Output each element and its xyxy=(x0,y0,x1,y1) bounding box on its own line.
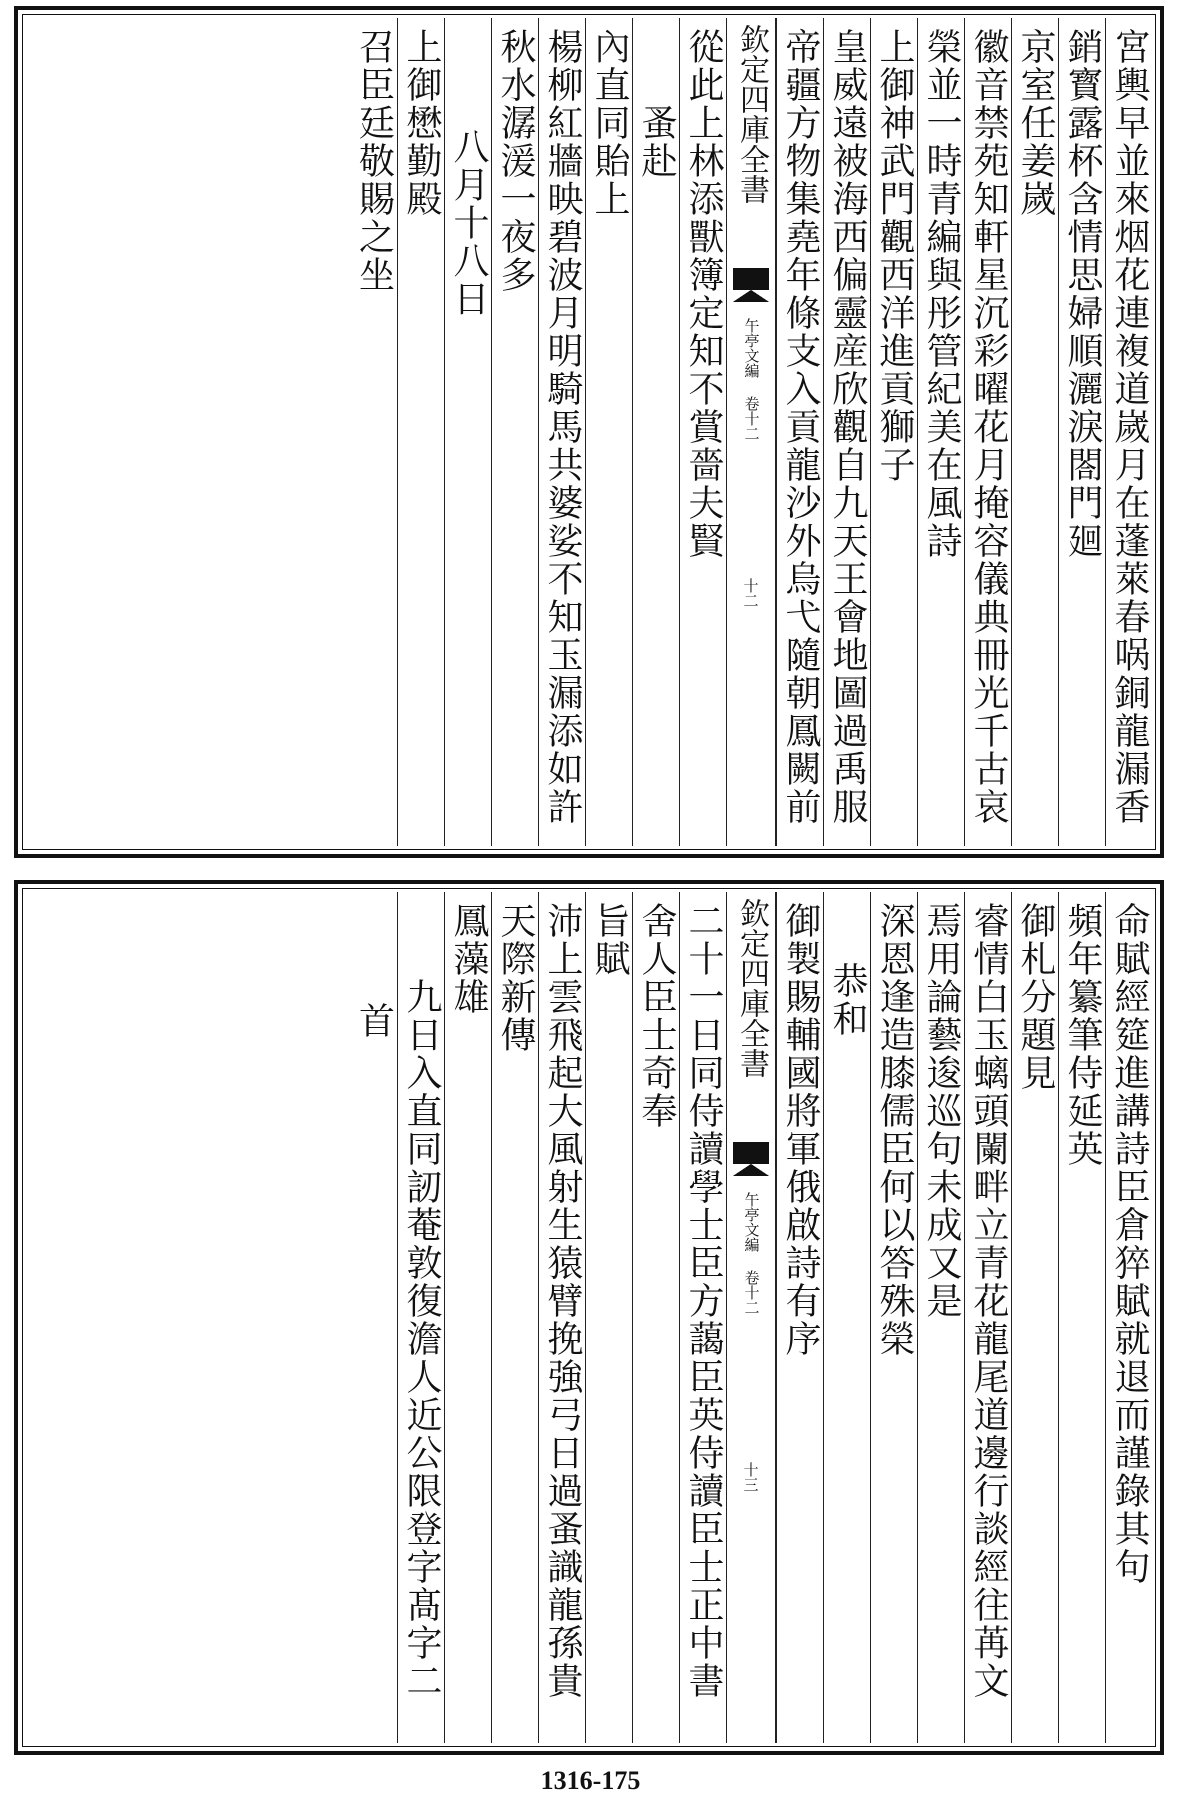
column-text: 楊柳紅牆映碧波月明騎馬共婆娑不知玉漏添如許 xyxy=(542,28,583,826)
spine-volume: 午亭文編 卷十二 xyxy=(742,318,761,441)
bottom-page-columns xyxy=(26,892,1152,1743)
column-text: 深恩逢造膝儒臣何以答殊榮 xyxy=(874,902,915,1358)
column-text: 鳳藻雄 xyxy=(448,902,489,1016)
fish-tail-ornament xyxy=(733,268,769,290)
column-text: 內直同貽上 xyxy=(589,28,630,218)
text-column xyxy=(1105,892,1152,1743)
text-column xyxy=(397,18,444,846)
text-column xyxy=(538,18,585,846)
column-text: 上御神武門觀西洋進貢獅子 xyxy=(874,28,915,484)
column-text: 沛上雲飛起大風射生猿臂挽強弓日過蚤識龍孫貴 xyxy=(542,902,583,1700)
column-text: 帝疆方物集堯年條支入貢龍沙外烏弋隨朝鳳闕前 xyxy=(780,28,821,826)
column-text: 宮輿早並來烟花連複道嵗月在蓬萊春㖞銅龍漏香 xyxy=(1109,28,1150,826)
text-column xyxy=(585,892,632,1743)
text-column xyxy=(964,892,1011,1743)
text-column xyxy=(964,18,1011,846)
spine-title: 欽定四庫全書 xyxy=(734,24,769,204)
text-column xyxy=(870,892,917,1743)
bottom-page xyxy=(14,880,1164,1755)
column-text: 九日入直同訒菴敦復澹人近公限登字髙字二 xyxy=(401,978,442,1700)
column-text: 召臣廷敬賜之坐 xyxy=(353,28,395,294)
text-column xyxy=(679,892,726,1743)
text-column xyxy=(350,18,397,846)
column-text: 睿情白玉螭頭闌畔立青花龍尾道邊行談經往苒文 xyxy=(968,902,1009,1700)
column-text: 首 xyxy=(353,1002,395,1040)
text-column xyxy=(870,18,917,846)
column-text: 皇威遠被海西偏靈産欣觀自九天王會地圖過禹服 xyxy=(827,28,868,826)
text-column xyxy=(917,892,964,1743)
page-label: 1316-175 xyxy=(540,1766,641,1795)
column-text: 從此上林添獸簿定知不賞嗇夫賢 xyxy=(683,28,724,560)
text-column xyxy=(776,892,823,1743)
column-text: 焉用論藝逡巡句未成又是 xyxy=(921,902,962,1320)
text-column xyxy=(397,892,444,1743)
fish-tail-ornament xyxy=(733,1142,769,1164)
text-column xyxy=(350,892,397,1743)
column-text: 秋水潺湲一夜多 xyxy=(495,28,536,294)
text-column xyxy=(444,18,491,846)
spine-title: 欽定四庫全書 xyxy=(734,898,769,1078)
spine-page-number: 十三 xyxy=(741,1462,760,1492)
text-column xyxy=(491,18,538,846)
text-column xyxy=(1058,18,1105,846)
text-column xyxy=(632,18,679,846)
spine-page-number: 十二 xyxy=(741,578,760,608)
book-spine xyxy=(726,892,776,1743)
text-column xyxy=(444,892,491,1743)
column-text: 徽音禁苑知軒星沉彩曜花月掩容儀典冊光千古哀 xyxy=(968,28,1009,826)
top-page-columns xyxy=(26,18,1152,846)
text-column xyxy=(917,18,964,846)
column-text: 天際新傳 xyxy=(495,902,536,1054)
text-column xyxy=(585,18,632,846)
column-text: 京室任姜嵗 xyxy=(1015,28,1056,218)
column-text: 銷寳露杯含情思婦順灑淚閤門廻 xyxy=(1062,28,1103,560)
column-text: 頻年纂筆侍延英 xyxy=(1062,902,1103,1168)
text-column xyxy=(776,18,823,846)
column-text: 舍人臣士奇奉 xyxy=(636,902,677,1130)
text-column xyxy=(1011,892,1058,1743)
column-text: 命賦經筵進講詩臣倉猝賦就退而謹錄其句 xyxy=(1109,902,1150,1586)
text-column xyxy=(538,892,585,1743)
text-column xyxy=(823,892,870,1743)
column-text: 御製賜輔國將軍俄啟詩有序 xyxy=(780,902,821,1358)
text-column xyxy=(1105,18,1152,846)
text-column xyxy=(823,18,870,846)
column-text: 恭和 xyxy=(827,962,868,1038)
text-column xyxy=(491,892,538,1743)
column-text: 八月十八日 xyxy=(448,128,489,318)
text-column xyxy=(679,18,726,846)
book-spine xyxy=(726,18,776,846)
column-text: 上御懋勤殿 xyxy=(401,28,442,218)
top-page xyxy=(14,6,1164,858)
column-text: 御札分題見 xyxy=(1015,902,1056,1092)
text-column xyxy=(1011,18,1058,846)
text-column xyxy=(1058,892,1105,1743)
column-text: 蚤赴 xyxy=(636,104,677,180)
column-text: 二十一日同侍讀學士臣方藹臣英侍讀臣士正中書 xyxy=(683,902,724,1700)
text-column xyxy=(632,892,679,1743)
column-text: 旨賦 xyxy=(589,902,630,978)
column-text: 榮並一時青編與彤管紀美在風詩 xyxy=(921,28,962,560)
spine-volume: 午亭文編 卷十二 xyxy=(742,1192,761,1315)
